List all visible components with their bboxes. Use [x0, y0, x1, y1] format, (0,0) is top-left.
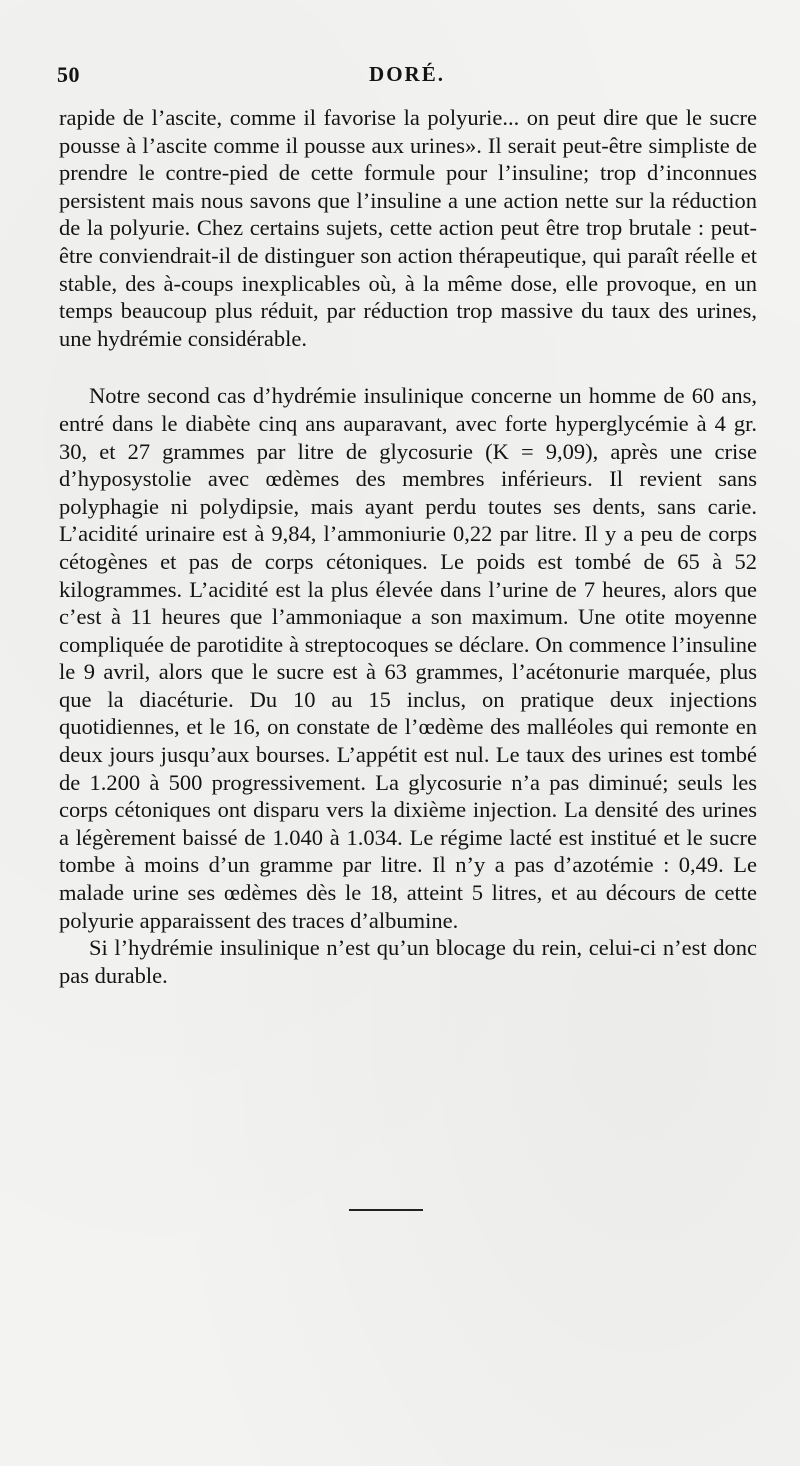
paragraph-second-case: Notre second cas d’hydrémie insulinique concerne un homme de 60 ans, entré dans le diabète cinq ans auparavant, avec forte hyperglycémie à 4 gr. 30, et 27 grammes par litre de glycosurie (K = 9,09), après une crise d’hyposystolie avec œdèmes des membres inférieurs. Il revient sans polyphagie ni polydipsie, mais ayant perdu toutes ses dents, sans carie. L’acidité urinaire est à 9,84, l’ammoniurie 0,22 par litre. Il y a peu de corps cétogènes et pas de corps cétoniques. Le poids est tombé de 65 à 52 kilogrammes. L’acidité est la plus élevée dans l’urine de 7 heures, alors que c’est à 11 heures que l’ammoniaque a son maximum. Une otite moyenne compliquée de parotidite à streptocoques se déclare. On commence l’insuline le 9 avril, alors que le sucre est à 63 grammes, l’acétonurie marquée, plus que la diacéturie. Du 10 au 15 inclus, on pratique deux injections quotidiennes, et le 16, on constate de l’œdème des malléoles qui remonte en deux jours jusqu’aux bourses. L’appétit est nul. Le taux des urines est tombé de 1.200 à 500 progressivement. La glycosurie n’a pas diminué; seuls les corps cétoniques ont disparu vers la dixième injection. La densité des urines a légèrement baissé de 1.040 à 1.034. Le régime lacté est institué et le sucre tombe à moins d’un gramme par litre. Il n’y a pas d’azotémie : 0,49. Le malade urine ses œdèmes dès le 18, atteint 5 litres, et au décours de cette polyurie apparaissent des traces d’albumine.: [59, 383, 757, 933]
end-rule: [349, 1209, 423, 1211]
page-number: 50: [57, 62, 80, 87]
running-head: DORÉ.: [369, 62, 445, 86]
paragraph-continuation: rapide de l’ascite, comme il favorise la polyurie... on peut dire que le sucre pousse à l’ascite comme il pousse aux urines». Il serait peut-être simpliste de prendre le contre-pied de cette formule pour l’insuline; trop d’inconnues persistent mais nous savons que l’insuline a une action nette sur la réduction de la polyurie. Chez certains sujets, cette action peut être trop brutale : peut-être conviendrait-il de distinguer son action thérapeutique, qui paraît réelle et stable, des à-coups inexplicables où, à la même dose, elle provoque, en un temps beaucoup plus réduit, par réduction trop massive du taux des urines, une hydrémie considérable.: [59, 105, 757, 351]
page-header: [57, 62, 757, 92]
paragraph-conclusion: Si l’hydrémie insulinique n’est qu’un blocage du rein, celui-ci n’est donc pas durable.: [59, 935, 757, 988]
body-text: [59, 104, 757, 989]
